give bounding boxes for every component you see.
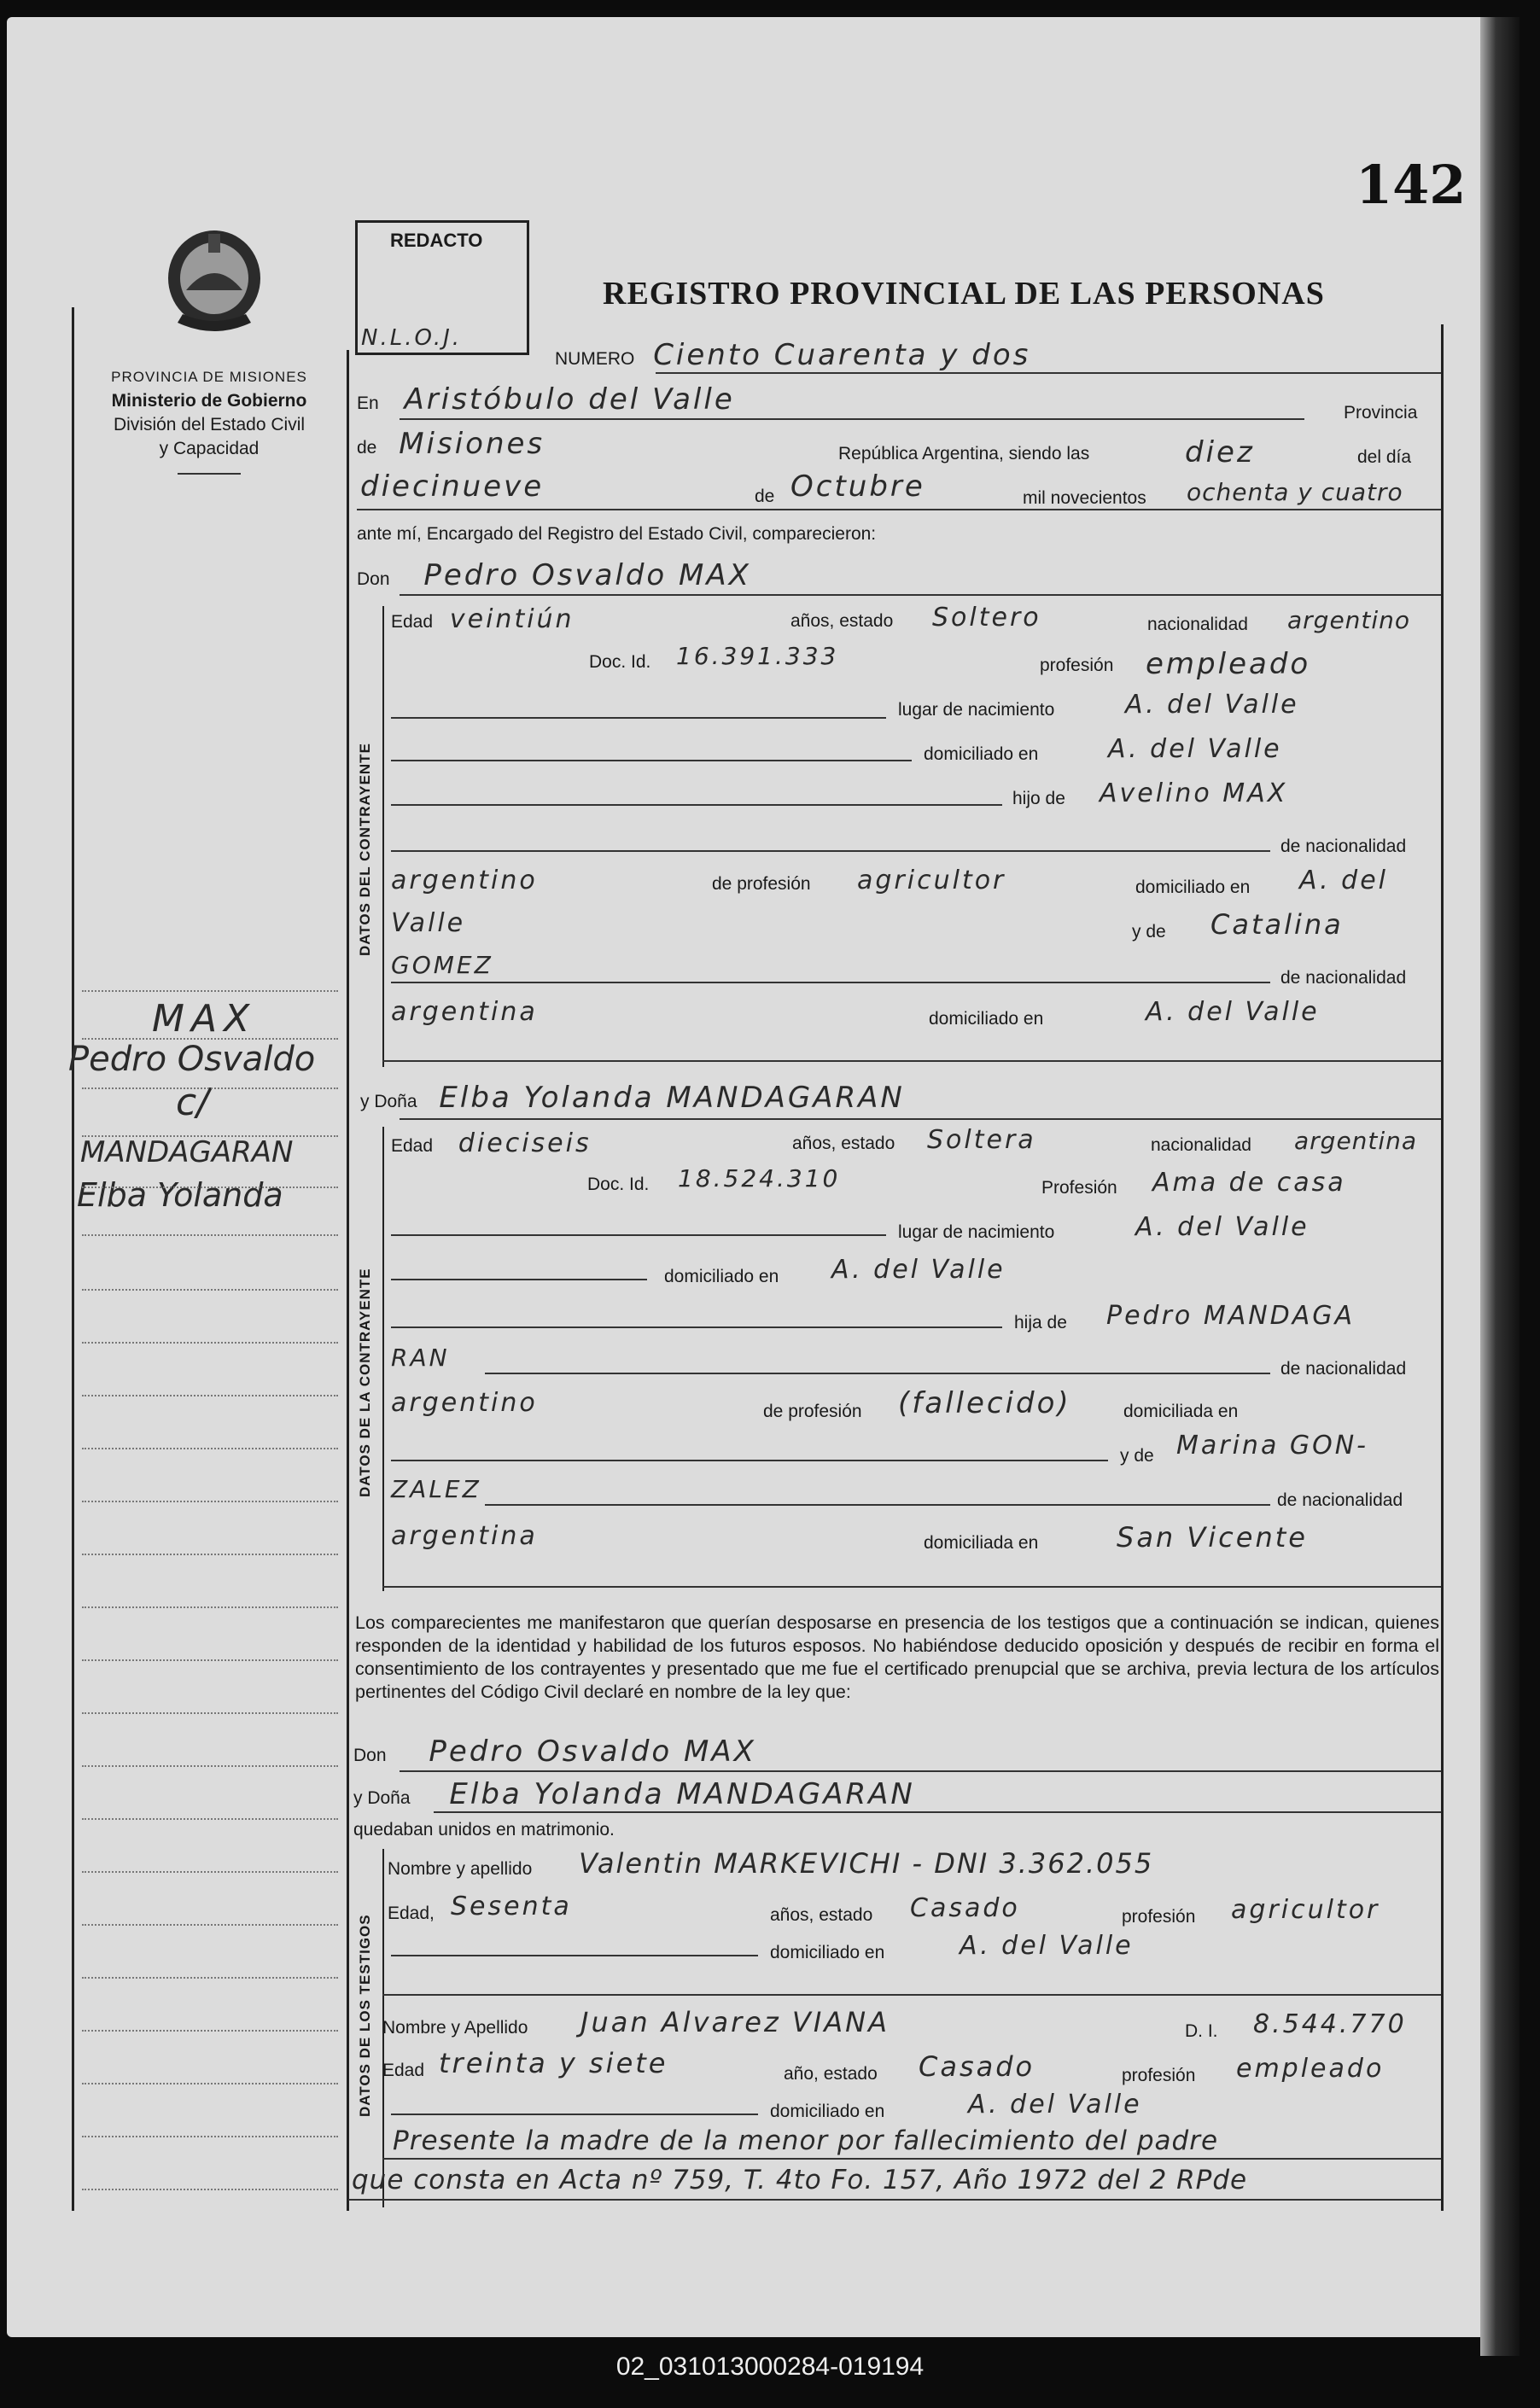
contrayente-rule (382, 606, 384, 1067)
madre-nac: argentina (391, 997, 538, 1027)
dona-label: y Doña (360, 1092, 417, 1111)
c2-dom-underline (391, 1279, 647, 1280)
en-value: Aristóbulo del Valle (404, 382, 735, 417)
margin-dotted-line (82, 1765, 338, 1767)
margin-note-con: c/ (176, 1081, 210, 1124)
c2-padre-dom-label: domiciliada en (1123, 1402, 1239, 1421)
t2-dom: A. del Valle (968, 2090, 1142, 2119)
t1-bottom (382, 1994, 1441, 1996)
contrayente-edad-label: Edad (391, 612, 434, 632)
padre-nac-label: de nacionalidad (1280, 837, 1407, 856)
dia-value: diecinueve (360, 469, 545, 504)
issuer-province: PROVINCIA DE MISIONES (111, 369, 307, 385)
contrayente-lugar-label: lugar de nacimiento (898, 700, 1055, 720)
madre-y-de-label: y de (1132, 922, 1166, 942)
decl-dona: Elba Yolanda MANDAGARAN (449, 1777, 915, 1811)
contrayenta-prof-label: Profesión (1041, 1178, 1117, 1198)
decl-don: Pedro Osvaldo MAX (429, 1735, 756, 1769)
t2-di: 8.544.770 (1253, 2009, 1407, 2039)
contrayente-lugar: A. del Valle (1125, 690, 1299, 720)
madre-b: GOMEZ (391, 951, 493, 979)
margin-dotted-line (82, 2189, 338, 2190)
t1-dom-underline (391, 1955, 758, 1956)
t1-prof: agricultor (1231, 1895, 1380, 1925)
mes-value: Octubre (790, 469, 925, 504)
issuer-header (80, 365, 338, 475)
document-title: REGISTRO PROVINCIAL DE LAS PERSONAS (603, 276, 1325, 312)
margin-dotted-line (82, 990, 338, 992)
redacto-initials: N.L.O.J. (361, 325, 463, 351)
dona-row (360, 1081, 905, 1115)
anio-value: ochenta y cuatro (1187, 478, 1403, 506)
issuer-division: División del Estado Civil (113, 415, 306, 434)
decl-dona-row (353, 1777, 915, 1811)
t2-nombre-label: Nombre y Apellido (382, 2018, 528, 2038)
contrayente-edad: veintiún (449, 604, 575, 634)
c2-madre-nac-label: de nacionalidad (1277, 1490, 1403, 1510)
numero-row (555, 338, 1030, 372)
c2-lugar-underline (391, 1234, 886, 1236)
t1-estado-label: años, estado (770, 1905, 873, 1925)
c2-padre-nac: argentino (391, 1388, 538, 1418)
c2-madre-underline (391, 1460, 1108, 1461)
c2-madre-a: Marina GON- (1176, 1431, 1368, 1461)
contrayente-dom: A. del Valle (1108, 734, 1282, 764)
contrayenta-bottom (382, 1586, 1441, 1588)
contrayenta-nac: argentina (1294, 1127, 1418, 1155)
madre-nac-label: de nacionalidad (1280, 968, 1407, 988)
madre-dom: A. del Valle (1146, 997, 1320, 1027)
issuer-separator (178, 473, 241, 475)
c2-padre-prof: (fallecido) (898, 1386, 1071, 1420)
t1-estado: Casado (910, 1893, 1020, 1923)
contrayente-prof-label: profesión (1040, 656, 1114, 675)
contrayenta-nac-label: nacionalidad (1151, 1135, 1251, 1155)
margin-dotted-line (82, 2136, 338, 2137)
margin-dotted-line (82, 1289, 338, 1291)
madre-nac-underline (391, 982, 1270, 983)
main-left-rule (347, 350, 349, 2211)
del-dia-label: del día (1357, 447, 1412, 467)
padre-dom-a: A. del (1299, 866, 1388, 895)
t2-estado: Casado (919, 2050, 1035, 2083)
issuer-ministry: Ministerio de Gobierno (111, 391, 307, 411)
decl-don-row (353, 1735, 756, 1769)
don-underline (400, 594, 1441, 596)
mil-label: mil novecientos (1023, 488, 1146, 508)
issuer-capacity: y Capacidad (159, 439, 260, 458)
page-number: 142 (1356, 154, 1467, 216)
contrayente-padre: Avelino MAX (1100, 778, 1288, 808)
t2-estado-label: año, estado (784, 2064, 878, 2084)
hija-underline (391, 1326, 1002, 1328)
contrayente-bottom (382, 1060, 1441, 1062)
t1-nombre-label: Nombre y apellido (388, 1859, 533, 1879)
contrayenta-edad-label: Edad (391, 1136, 434, 1156)
padre-nac-underline (391, 850, 1270, 852)
decl-dona-underline (434, 1811, 1441, 1813)
de-label: de (357, 438, 377, 458)
c2-padre-nac-underline (485, 1373, 1270, 1374)
margin-dotted-line (82, 1871, 338, 1873)
contrayente-doc-label: Doc. Id. (589, 652, 651, 672)
padre-dom-label: domiciliado en (1135, 877, 1251, 897)
dona-underline (400, 1118, 1441, 1120)
margin-dotted-line (82, 2030, 338, 2032)
redacto-box (355, 220, 529, 355)
contrayenta-doc: 18.524.310 (678, 1164, 841, 1192)
contrayente-doc: 16.391.333 (676, 642, 839, 670)
numero-value: Ciento Cuarenta y dos (653, 338, 1031, 372)
margin-dotted-line (82, 1554, 338, 1555)
c2-padre-nac-label: de nacionalidad (1280, 1359, 1407, 1379)
nota-line-1: Presente la madre de la menor por fallecimiento del padre (393, 2125, 1219, 2156)
contrayente-nac-label: nacionalidad (1147, 615, 1248, 634)
nota-underline-2 (348, 2199, 1441, 2201)
margin-dotted-line (82, 1038, 338, 1040)
margin-dotted-line (82, 1395, 338, 1396)
numero-underline (656, 372, 1441, 374)
en-row (357, 382, 735, 417)
numero-label: NUMERO (555, 349, 635, 369)
margin-dotted-line (82, 1712, 338, 1714)
provincia-value: Misiones (399, 427, 545, 461)
provincial-seal-icon (160, 222, 268, 340)
don-row (357, 558, 751, 592)
nota-line-2: que consta en Acta nº 759, T. 4to Fo. 157, Año 1972 del 2 RPde (352, 2165, 1248, 2195)
margin-dotted-line (82, 1924, 338, 1926)
t2-edad-label: Edad (382, 2061, 425, 2080)
t1-edad: Sesenta (451, 1892, 572, 1921)
de-row (357, 427, 545, 461)
contrayenta-doc-label: Doc. Id. (587, 1175, 650, 1194)
t2-nombre: Juan Alvarez VIANA (580, 2006, 890, 2038)
contrayenta-rule (382, 1127, 384, 1591)
contrayente-prof: empleado (1146, 647, 1311, 681)
t1-edad-label: Edad, (388, 1904, 435, 1923)
margin-dotted-line (82, 1448, 338, 1449)
margin-dotted-line (82, 1135, 338, 1137)
contrayente-estado: Soltero (932, 603, 1041, 633)
t2-prof: empleado (1236, 2054, 1385, 2084)
t1-prof-label: profesión (1122, 1907, 1196, 1927)
margin-note-name: Pedro Osvaldo (68, 1040, 316, 1079)
left-margin-rule (72, 307, 74, 2211)
en-label: En (357, 394, 379, 413)
contrayenta-edad-row (391, 1128, 592, 1158)
margin-dotted-line (82, 1606, 338, 1608)
contrayenta-dom-label: domiciliado en (664, 1267, 779, 1286)
nota-underline-1 (382, 2158, 1441, 2160)
lugar-underline (391, 717, 886, 719)
margin-dotted-line (82, 1234, 338, 1236)
c2-madre-dom-label: domiciliada en (924, 1533, 1039, 1553)
contrayente-dom-label: domiciliado en (924, 744, 1039, 764)
c2-madre-dom: San Vicente (1117, 1521, 1308, 1554)
c2-madre-nac: argentina (391, 1521, 538, 1551)
contrayente-name: Pedro Osvaldo MAX (423, 558, 751, 592)
contrayenta-dom: A. del Valle (831, 1255, 1006, 1285)
t2-di-label: D. I. (1185, 2021, 1218, 2041)
hija-label: hija de (1014, 1313, 1067, 1332)
de-mes-label: de (755, 487, 775, 506)
contrayente-estado-label: años, estado (790, 611, 894, 631)
don-label: Don (357, 569, 390, 589)
contrayenta-lugar: A. del Valle (1135, 1212, 1310, 1242)
t1-dom-label: domiciliado en (770, 1943, 885, 1962)
contrayenta-estado-label: años, estado (792, 1134, 895, 1153)
t1-nombre: Valentin MARKEVICHI - DNI 3.362.055 (579, 1847, 1154, 1880)
image-id-caption: 02_031013000284-019194 (615, 2353, 925, 2381)
hora-value: diez (1185, 435, 1255, 469)
contrayenta-padre-b: RAN (391, 1344, 450, 1372)
hijo-label: hijo de (1012, 789, 1065, 808)
contrayenta-edad: dieciseis (458, 1128, 592, 1158)
hijo-underline (391, 804, 1002, 806)
margin-dotted-line (82, 1818, 338, 1820)
t2-prof-label: profesión (1122, 2066, 1196, 2085)
testigos-section-label: DATOS DE LOS TESTIGOS (357, 1914, 373, 2117)
padre-nac: argentino (391, 866, 538, 895)
margin-dotted-line (82, 1501, 338, 1502)
c2-madre-nac-underline (485, 1504, 1270, 1506)
redacto-label: REDACTO (390, 230, 483, 251)
contrayente-nac: argentino (1287, 606, 1411, 634)
contrayenta-name: Elba Yolanda MANDAGARAN (439, 1081, 905, 1115)
madre-dom-label: domiciliado en (929, 1009, 1044, 1029)
t2-dom-label: domiciliado en (770, 2102, 885, 2121)
margin-dotted-line (82, 1659, 338, 1661)
dom-underline (391, 760, 912, 761)
c2-madre-y-de-label: y de (1120, 1446, 1154, 1466)
dia-underline (357, 509, 1441, 510)
contrayenta-prof: Ama de casa (1152, 1168, 1346, 1198)
padre-dom-b: Valle (391, 908, 466, 938)
madre-a: Catalina (1210, 908, 1344, 941)
margin-dotted-line (82, 2083, 338, 2084)
contrayenta-estado: Soltera (927, 1125, 1036, 1155)
margin-dotted-line (82, 1087, 338, 1089)
ante-label: ante mí, Encargado del Registro del Estado Civil, comparecieron: (357, 524, 877, 544)
decl-dona-label: y Doña (353, 1788, 411, 1808)
unidos-text: quedaban unidos en matrimonio. (353, 1820, 615, 1840)
margin-note-surname: MAX (152, 997, 257, 1041)
margin-dotted-line (82, 1977, 338, 1979)
book-spine (1480, 17, 1520, 2356)
registry-page (7, 17, 1520, 2337)
declaration-text: Los comparecientes me manifestaron que querían desposarse en presencia de los testigos que a continuación se indican, quienes responden de la identidad y habilidad de los futuros esposos. No habiéndose deducido oposición y después de recibir en forma el consentimiento de los contrayentes y presentado que me fue el certificado prenupcial que se archiva, previa lectura de los artículos pertinentes del Código Civil declaré en nombre de la ley que: (355, 1612, 1439, 1702)
margin-dotted-line (82, 1187, 338, 1188)
c2-padre-prof-label: de profesión (763, 1402, 862, 1421)
margin-note-bride-surname: MANDAGARAN (80, 1135, 294, 1169)
provincia-label: Provincia (1344, 403, 1418, 423)
margin-note-bride-name: Elba Yolanda (77, 1176, 283, 1214)
contrayenta-section-label: DATOS DE LA CONTRAYENTE (357, 1268, 373, 1497)
decl-don-label: Don (353, 1746, 387, 1765)
contrayente-edad-row (391, 604, 575, 634)
en-underline (400, 418, 1304, 420)
t1-dom: A. del Valle (960, 1931, 1134, 1961)
padre-prof-label: de profesión (712, 874, 811, 894)
padre-prof: agricultor (857, 866, 1006, 895)
c2-madre-b: ZALEZ (391, 1475, 481, 1503)
contrayenta-padre-a: Pedro MANDAGA (1106, 1301, 1356, 1331)
republica-label: República Argentina, siendo las (838, 444, 1090, 464)
decl-don-underline (400, 1770, 1441, 1772)
margin-dotted-line (82, 1342, 338, 1344)
main-right-rule (1441, 324, 1444, 2211)
t2-edad: treinta y siete (439, 2047, 668, 2079)
contrayente-section-label: DATOS DEL CONTRAYENTE (357, 743, 373, 956)
t2-dom-underline (391, 2114, 758, 2115)
contrayenta-lugar-label: lugar de nacimiento (898, 1222, 1055, 1242)
